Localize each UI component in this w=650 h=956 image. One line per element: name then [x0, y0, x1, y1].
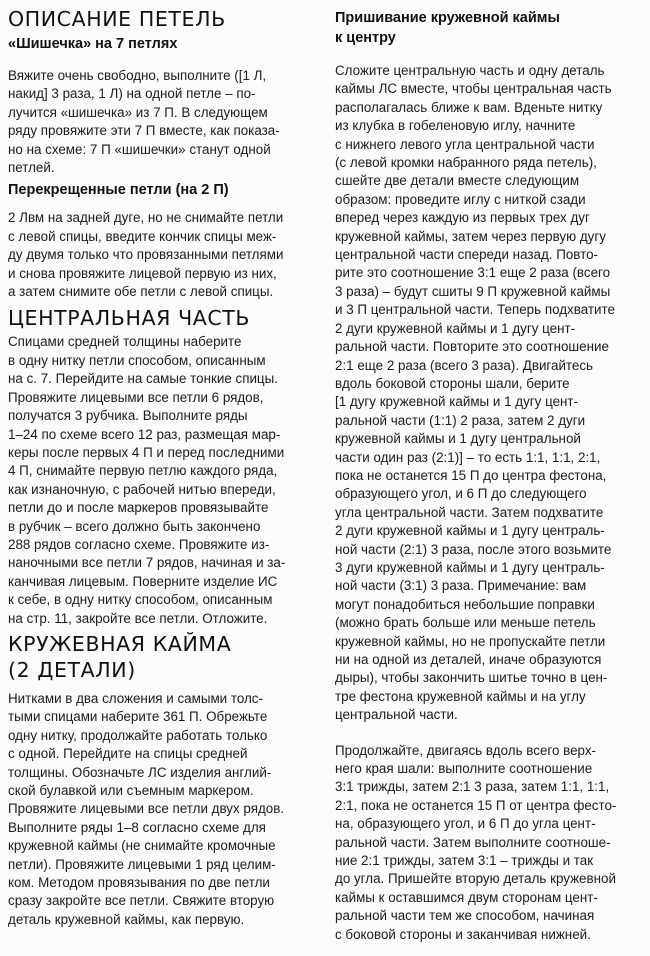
text-line: тре фестона кружевной каймы и на углу — [335, 688, 586, 704]
text-line: деталь кружевной каймы, как первую. — [8, 911, 245, 927]
text-line: ком. Методом провязывания по две петли — [8, 875, 270, 891]
text-line: ной части (3:1) 3 раза. Примечание: вам — [335, 578, 587, 594]
text-line: петли). Провяжите лицевыми 1 ряд целим- — [8, 856, 276, 872]
text-line: кружевной каймы и 1 дугу центральной — [335, 431, 581, 447]
text-line: дыры), чтобы закончить шитье точно в цен- — [335, 670, 608, 686]
text-line: получатся 3 рубчика. Выполните ряды — [8, 408, 248, 424]
text-line: петли до и после маркеров провязывайте — [8, 500, 269, 516]
text-line: ни на одной из деталей, иначе образуются — [335, 652, 602, 667]
text-line: 3 дуги кружевной каймы и 1 дугу централь- — [335, 559, 605, 575]
text-line: лучится «шишечка» из 7 П. В следующем — [8, 104, 268, 120]
text-line: ральной части. Повторите это соотношение — [335, 339, 609, 355]
text-line: ние 2:1 трижды, затем 3:1 – трижды и так — [335, 853, 594, 869]
text-line: и 3 П центральной части. Теперь подхватите — [335, 302, 615, 318]
text-line: канчивая лицевым. Поверните изделие ИС — [8, 573, 278, 589]
left-column — [8, 0, 326, 929]
text-line: одну нитку, продолжайте работать только — [8, 727, 268, 743]
text-line: сразу закройте все петли. Свяжите вторую — [8, 893, 275, 909]
text-line: каймы к оставшимся двум сторонам цент- — [335, 889, 598, 905]
text-line: с одной. Перейдите на спицы средней — [8, 746, 248, 762]
text-line: до угла. Пришейте вторую деталь кружевной — [335, 871, 616, 887]
text-line: 288 рядов согласно схеме. Провяжите из- — [8, 536, 270, 552]
text-line: ду двумя только что провязанными петлями — [8, 247, 284, 263]
text-line: [1 дугу кружевной каймы и 1 дугу цент- — [335, 394, 579, 410]
text-line: кружевной каймы (не снимайте кромочные — [8, 838, 276, 854]
text-line: ной части (2:1) 3 раза, после этого возьмите — [335, 541, 612, 557]
text-line: ральной части (1:1) 2 раза, затем 2 дуги — [335, 412, 586, 428]
text-line: и снова провяжите лицевой первую из них, — [8, 265, 277, 281]
subtitle-sewing-border-cont: к центру — [335, 30, 396, 46]
text-line: ской булавкой или съемным маркером. — [8, 783, 254, 798]
text-line: а затем снимите обе петли с левой спицы. — [8, 284, 274, 300]
text-line: 2 Лвм на задней дуге, но не снимайте петли — [8, 210, 284, 226]
text-line: образующего угол, и 6 П до следующего — [335, 486, 587, 502]
paragraph-crossed-stitches — [8, 209, 326, 301]
section-title-stitches: ОПИСАНИЕ ПЕТЕЛЬ — [8, 7, 226, 31]
text-line: ральной части тем же способом, начиная — [335, 908, 595, 924]
text-line: центральной части спереди назад. Повто- — [335, 247, 598, 263]
subtitle-crossed-stitches: Перекрещенные петли (на 2 П) — [8, 182, 229, 199]
text-line: как изнаночную, с рабочей нитью впереди, — [8, 481, 276, 497]
text-line: с нижнего левого угла центральной части — [335, 136, 595, 152]
section-title-lace-border-count: (2 ДЕТАЛИ) — [8, 657, 136, 682]
text-line: но на схеме: 7 П «шишечки» станут одной — [8, 141, 271, 157]
text-line: Нитками в два сложения и самыми толс- — [8, 690, 263, 706]
text-line: в рубчик – всего должно быть закончено — [8, 518, 261, 534]
text-line: него края шали: выполните соотношение — [335, 761, 593, 777]
text-line: с левой спицы, введите кончик спицы меж- — [8, 228, 277, 244]
text-line: 2:1 еще 2 раза (всего 3 раза). Двигайтесь — [335, 357, 594, 373]
right-column — [335, 0, 641, 944]
text-line: ральной части. Затем выполните соотноше- — [335, 834, 611, 850]
text-line: на, образующего угол, и 6 П до угла цент- — [335, 816, 596, 832]
text-line: из клубка в гобеленовую иглу, начните — [335, 118, 576, 134]
text-line: на стр. 11, закройте все петли. Отложите. — [8, 610, 268, 626]
text-line: каймы ЛС вместе, чтобы центральная часть — [335, 81, 612, 97]
text-line: Сложите центральную часть и одну деталь — [335, 63, 605, 78]
text-line: могут понадобиться небольшие поправки — [335, 596, 595, 612]
text-line: Выполните ряды 1–8 согласно схеме для — [8, 819, 266, 835]
text-line: накид] 3 раза, 1 Л) на одной петле – по- — [8, 86, 256, 102]
text-line: сшейте две детали вместе следующим — [335, 173, 580, 189]
text-line: 2 дуги кружевной каймы и 1 дугу централь- — [335, 523, 605, 539]
text-line: располагалась ближе к вам. Вденьте нитку — [335, 99, 603, 115]
text-line: на с. 7. Перейдите на самые тонкие спицы. — [8, 371, 278, 387]
text-line: с боковой стороны и заканчивая нижней. — [335, 926, 591, 942]
paragraph-bobble — [8, 67, 326, 177]
section-title-lace-border: КРУЖЕВНАЯ КАЙМА — [8, 631, 232, 656]
text-line: Спицами средней толщины наберите — [8, 334, 242, 350]
text-line: толщины. Обозначьте ЛС изделия англий- — [8, 764, 272, 780]
subtitle-sewing-border: Пришивание кружевной каймы — [335, 10, 560, 26]
text-line: 3 раза) – будут сшиты 9 П кружевной каймы — [335, 283, 611, 299]
text-line: вперед через каждую из первых трех дуг — [335, 210, 590, 226]
text-line: ряду провяжите эти 7 П вместе, как показа- — [8, 123, 280, 139]
text-line: керы после первых 4 П и перед последними — [8, 444, 285, 460]
section-title-center: ЦЕНТРАЛЬНАЯ ЧАСТЬ — [8, 306, 251, 331]
text-line: в одну нитку петли способом, описанным — [8, 352, 266, 368]
text-line: угла центральной части. Затем подхватите — [335, 504, 604, 520]
text-line: кружевной каймы, затем через первую дугу — [335, 228, 606, 244]
text-line: (с левой кромки набранного ряда петель), — [335, 155, 597, 171]
text-line: тыми спицами наберите 361 П. Обрежьте — [8, 709, 268, 725]
text-line: рите это соотношение 3:1 еще 2 раза (всего — [335, 265, 611, 281]
text-line: Продолжайте, двигаясь вдоль всего верх- — [335, 742, 597, 758]
text-line: 3:1 трижды, затем 2:1 3 раза, затем 1:1, 1:1, — [335, 779, 610, 795]
paragraph-lace-border — [8, 690, 326, 929]
text-line: Провяжите лицевыми все петли 6 рядов, — [8, 389, 264, 405]
text-line: Провяжите лицевыми все петли двух рядов. — [8, 801, 285, 817]
paragraph-sewing-1 — [335, 62, 641, 725]
text-line: 1–24 по схеме всего 12 раз, размещая мар- — [8, 426, 281, 442]
text-line: пока не останется 15 П до центра фестона, — [335, 467, 607, 483]
text-line: части один раз (2:1)] – то есть 1:1, 1:1, 2:1, — [335, 449, 601, 465]
text-line: Вяжите очень свободно, выполните ([1 Л, — [8, 68, 267, 83]
text-line: вдоль боковой стороны шали, берите — [335, 375, 570, 391]
text-line: центральной части. — [335, 707, 458, 723]
text-line: петлей. — [8, 160, 55, 176]
text-line: 4 П, снимайте первую петлю каждого ряда, — [8, 463, 278, 479]
text-line: 2 дуги кружевной каймы и 1 дугу цент- — [335, 320, 576, 336]
text-line: 2:1, пока не останется 15 П от центра фесто- — [335, 797, 617, 813]
subtitle-bobble: «Шишечка» на 7 петлях — [8, 36, 178, 52]
text-line: наночными все петли 7 рядов, начиная и за- — [8, 555, 286, 571]
text-line: к себе, в одну нитку способом, описанным — [8, 592, 273, 608]
text-line: кружевной каймы, но не пропускайте петли — [335, 633, 606, 649]
text-line: образом: проведите иглу с ниткой сзади — [335, 191, 586, 207]
paragraph-center — [8, 333, 326, 628]
text-line: (можно брать больше или меньше петель — [335, 615, 596, 631]
paragraph-sewing-2 — [335, 742, 641, 944]
